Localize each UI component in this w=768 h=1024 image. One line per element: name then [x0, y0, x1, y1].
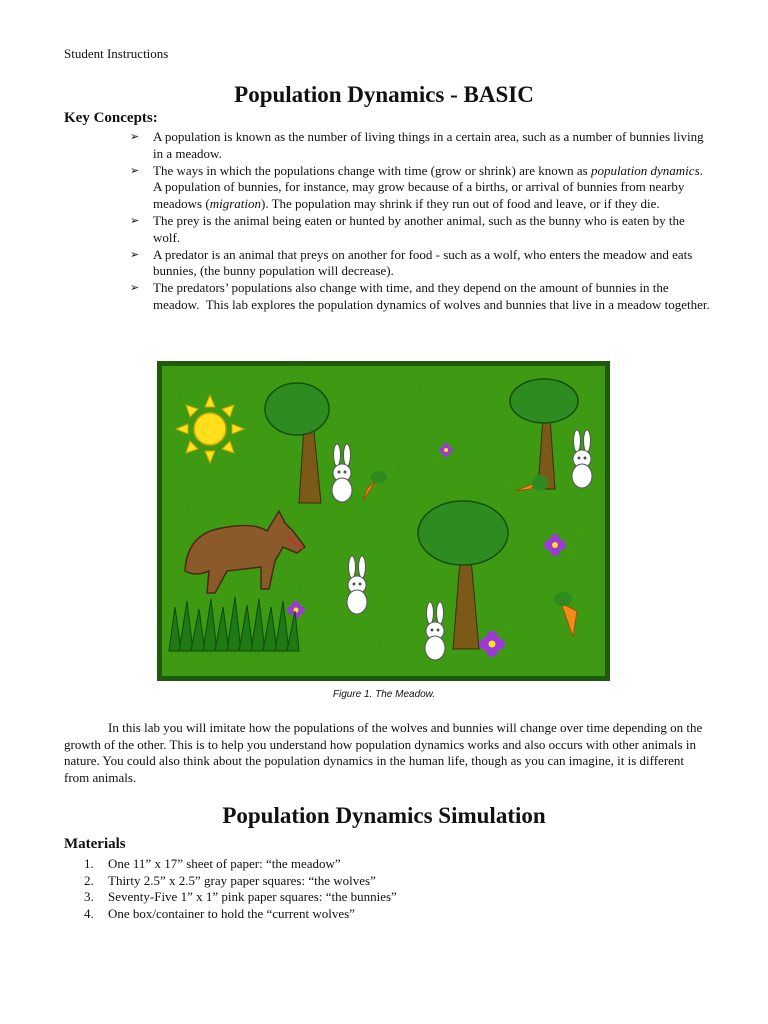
arrow-bullet-icon: ➢ [130, 247, 140, 261]
arrow-bullet-icon: ➢ [130, 130, 140, 143]
figure-caption: Figure 1. The Meadow. [332, 689, 436, 700]
sun-icon [176, 395, 244, 463]
key-concept-item [130, 280, 710, 314]
key-concept-text: A population is known as the number of living things in a certain area, such as a number of bunnies living in a meadow. [153, 129, 704, 161]
intro-paragraph: In this lab you will imitate how the populations of the wolves and bunnies will change over time depending on the growth of the other. This is to help you understand how population dynamics works and also occurs with other animals in nature. You could also think about the population dynamics in the human life, though as you can imagine, it is different from animals. [64, 720, 703, 785]
arrow-bullet-icon: ➢ [130, 163, 140, 177]
key-concept-text: The ways in which the populations change with time (grow or shrink) are known as population dynamics. A population of bunnies, for instance, may grow because of a births, or arrival of bunnies from nearby meadows (migration). The population may shrink if they run out of food and leave, or if they die. [153, 162, 707, 212]
key-concept-item [130, 129, 710, 163]
materials-item [84, 856, 397, 873]
key-concept-item [130, 163, 710, 213]
arrow-bullet-icon: ➢ [130, 281, 140, 295]
key-concepts-heading: Key Concepts: [64, 110, 158, 126]
key-concept-item [130, 213, 710, 247]
materials-item [84, 906, 397, 923]
item-text: Thirty 2.5” x 2.5” gray paper squares: “the wolves” [108, 872, 376, 888]
materials-list [84, 856, 397, 922]
meadow-figure [157, 361, 610, 681]
item-text: Seventy-Five 1” x 1” pink paper squares: “the bunnies” [108, 889, 397, 904]
item-number: 3. [84, 889, 94, 904]
key-concepts-list [130, 129, 710, 314]
item-text: One box/container to hold the “current wolves” [108, 905, 355, 921]
page-title: Population Dynamics - BASIC [234, 82, 534, 107]
key-concept-text: The predators’ populations also change with time, and they depend on the amount of bunnies in the meadow. This lab explores the population dynamics of wolves and bunnies that live in a meadow together. [153, 280, 710, 312]
item-number: 1. [84, 856, 94, 871]
materials-item [84, 873, 397, 890]
key-concept-text: The prey is the animal being eaten or hunted by another animal, such as the bunny who is eaten by the wolf. [153, 212, 685, 245]
materials-item [84, 889, 397, 906]
item-number: 4. [84, 905, 94, 921]
key-concept-item [130, 247, 710, 281]
simulation-title: Population Dynamics Simulation [222, 803, 546, 828]
materials-heading: Materials [64, 836, 126, 852]
item-text: One 11” x 17” sheet of paper: “the meadow” [108, 856, 341, 871]
arrow-bullet-icon: ➢ [130, 213, 140, 227]
key-concept-text: A predator is an animal that preys on another for food - such as a wolf, who enters the meadow and eats bunnies, (the bunny population will decrease). [153, 246, 693, 279]
header-label: Student Instructions [64, 46, 169, 61]
item-number: 2. [84, 872, 94, 888]
